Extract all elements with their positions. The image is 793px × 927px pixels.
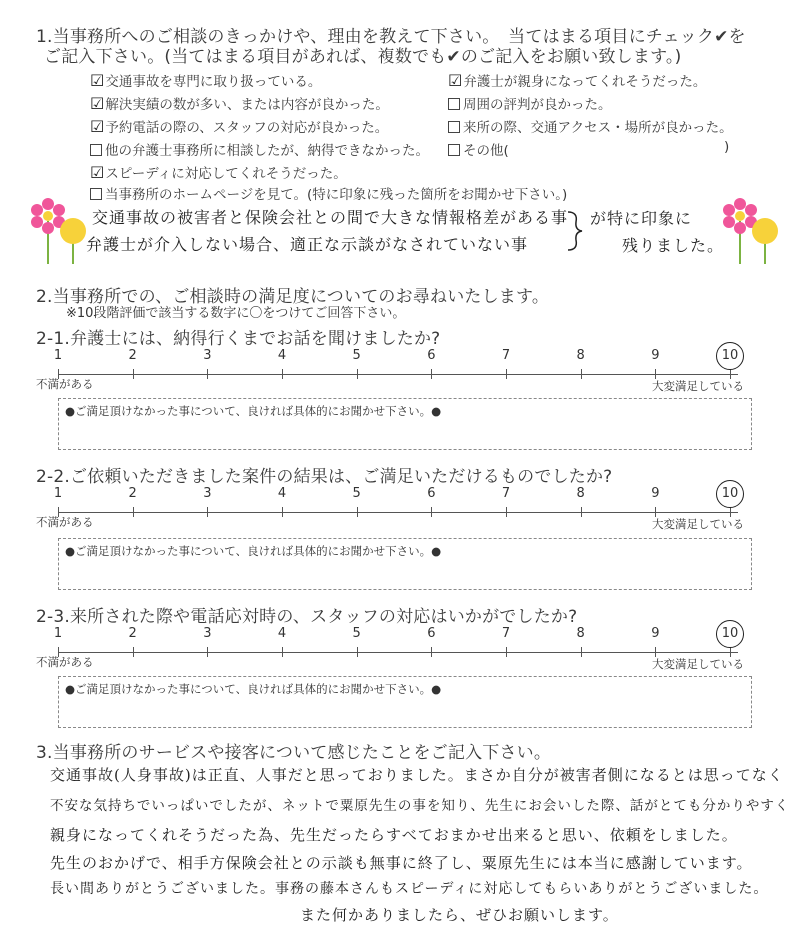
scale-number-3[interactable]: 3 (203, 486, 212, 501)
section1-question-line2: ご記入下さい。(当てはまる項目があれば、複数でも✔のご記入をお願い致します。) (44, 47, 682, 67)
scale-number-7[interactable]: 7 (501, 626, 511, 641)
check-mark-icon: ☑ (90, 71, 105, 90)
scale-number-6[interactable]: 6 (427, 626, 436, 641)
handwritten-line2: 弁護士が介入しない場合、適正な示談がなされていない事 (86, 235, 529, 254)
low-label: 不満がある (36, 515, 94, 529)
scale-number-10[interactable]: 10 (721, 626, 739, 641)
scale-number-8[interactable]: 8 (576, 486, 585, 501)
scale-tick (207, 647, 208, 657)
scale-tick (431, 369, 432, 379)
scale-tick (506, 369, 507, 379)
scale-number-1[interactable]: 1 (53, 626, 63, 641)
scale-tick (282, 369, 283, 379)
scale-number-5[interactable]: 5 (352, 626, 361, 641)
flower-icon (748, 216, 782, 266)
scale-tick (207, 369, 208, 379)
scale-number-7[interactable]: 7 (501, 486, 511, 501)
option-sincere-lawyer[interactable]: ☑弁護士が親身になってくれそうだった。 (448, 71, 707, 90)
checkbox-empty-icon (448, 121, 460, 133)
section3-title: 3.当事務所のサービスや接客について感じたことをご記入下さい。 (36, 743, 552, 763)
feedback-line-4: 先生のおかげで、相手方保険会社との示談も無事に終了し、粟原先生には本当に感謝しています。 (50, 854, 753, 872)
option-track-record[interactable]: ☑解決実績の数が多い、または内容が良かった。 (90, 94, 389, 113)
section2-subtitle: ※10段階評価で該当する数字に〇をつけてご回答下さい。 (66, 306, 406, 321)
scale-number-3[interactable]: 3 (203, 626, 212, 641)
scale-tick (133, 507, 134, 517)
scale-number-3[interactable]: 3 (203, 348, 212, 363)
option-access[interactable]: 来所の際、交通アクセス・場所が良かった。 (448, 116, 733, 136)
scale-number-1[interactable]: 1 (53, 348, 63, 363)
scale-tick (506, 507, 507, 517)
scale-number-2[interactable]: 2 (128, 486, 137, 501)
scale-number-1[interactable]: 1 (53, 486, 63, 501)
feedback-line-6: また何かありましたら、ぜひお願いします。 (300, 906, 619, 924)
scale-number-9[interactable]: 9 (651, 486, 660, 501)
scale-tick (357, 647, 358, 657)
checkbox-empty-icon (448, 144, 460, 156)
high-label: 大変満足している (652, 379, 744, 393)
question-2-2-title: 2-2.ご依頼いただきました案件の結果は、ご満足いただけるものでしたか? (36, 467, 613, 487)
scale-number-10[interactable]: 10 (721, 348, 739, 363)
check-mark-icon: ☑ (448, 71, 463, 90)
scale-tick (506, 647, 507, 657)
scale-number-5[interactable]: 5 (352, 486, 361, 501)
feedback-line-2: 不安な気持ちでいっぱいでしたが、ネットで粟原先生の事を知り、先生にお会いした際、話がとても分かりやすく (50, 798, 790, 814)
feedback-line-1: 交通事故(人身事故)は正直、人事だと思っておりました。まさか自分が被害者側になるとは思ってなく (50, 766, 784, 784)
check-mark-icon: ☑ (90, 163, 105, 182)
option-speedy[interactable]: ☑スピーディに対応してくれそうだった。 (90, 163, 347, 182)
brace-icon (566, 210, 584, 252)
scale-tick (581, 647, 582, 657)
scale-number-8[interactable]: 8 (576, 626, 585, 641)
handwritten-note1: が特に印象に (590, 209, 693, 228)
scale-number-6[interactable]: 6 (427, 486, 436, 501)
high-label: 大変満足している (652, 517, 744, 531)
option-other[interactable]: その他( (448, 139, 509, 159)
comment-box-2-1[interactable] (58, 398, 752, 450)
scale-number-2[interactable]: 2 (128, 626, 137, 641)
feedback-line-3: 親身になってくれそうだった為、先生だったらすべておまかせ出来ると思い、依頼をしました。 (50, 826, 738, 844)
scale-tick (282, 507, 283, 517)
option-homepage[interactable]: 当事務所のホームページを見て。(特に印象に残った箇所をお聞かせ下さい。) (90, 183, 567, 203)
check-mark-icon: ☑ (90, 117, 105, 136)
question-2-3-title: 2-3.来所された際や電話応対時の、スタッフの対応はいかがでしたか? (36, 607, 578, 627)
flower-icon (56, 216, 90, 266)
scale-tick (133, 369, 134, 379)
checkbox-empty-icon (90, 144, 102, 156)
section1-question-line1: 1.当事務所へのご相談のきっかけや、理由を教えて下さい。 当てはまる項目にチェック✔を (36, 27, 746, 47)
scale-tick (431, 507, 432, 517)
comment-prompt: ●ご満足頂けなかった事について、良ければ具体的にお聞かせ下さい。● (65, 544, 442, 558)
comment-box-2-2[interactable] (58, 538, 752, 590)
scale-tick (133, 647, 134, 657)
scale-number-2[interactable]: 2 (128, 348, 137, 363)
scale-number-4[interactable]: 4 (277, 626, 287, 641)
comment-prompt: ●ご満足頂けなかった事について、良ければ具体的にお聞かせ下さい。● (65, 404, 442, 418)
selected-rating-circle-icon (716, 342, 744, 370)
option-reputation[interactable]: 周囲の評判が良かった。 (448, 93, 612, 113)
feedback-line-5: 長い間ありがとうございました。事務の藤本さんもスピーディに対応してもらいありがとうございました。 (50, 881, 769, 897)
scale-number-10[interactable]: 10 (721, 486, 739, 501)
scale-tick (431, 647, 432, 657)
option-traffic-specialist[interactable]: ☑交通事故を専門に取り扱っている。 (90, 71, 322, 90)
scale-number-4[interactable]: 4 (277, 486, 287, 501)
handwritten-note2: 残りました。 (622, 236, 725, 255)
scale-number-4[interactable]: 4 (277, 348, 287, 363)
scale-tick (282, 647, 283, 657)
scale-tick (581, 507, 582, 517)
checkbox-empty-icon (448, 98, 460, 110)
scale-tick (207, 507, 208, 517)
low-label: 不満がある (36, 377, 94, 391)
scale-number-9[interactable]: 9 (651, 348, 660, 363)
handwritten-line1: 交通事故の被害者と保険会社との間で大きな情報格差がある事 (92, 208, 569, 227)
section2-title: 2.当事務所での、ご相談時の満足度についてのお尋ねいたします。 (36, 287, 550, 307)
scale-number-6[interactable]: 6 (427, 348, 436, 363)
option-other-firm[interactable]: 他の弁護士事務所に相談したが、納得できなかった。 (90, 139, 429, 159)
check-mark-icon: ☑ (90, 94, 105, 113)
scale-number-5[interactable]: 5 (352, 348, 361, 363)
scale-tick (357, 369, 358, 379)
selected-rating-circle-icon (716, 480, 744, 508)
scale-number-9[interactable]: 9 (651, 626, 660, 641)
low-label: 不満がある (36, 655, 94, 669)
scale-tick (357, 507, 358, 517)
comment-prompt: ●ご満足頂けなかった事について、良ければ具体的にお聞かせ下さい。● (65, 682, 442, 696)
checkbox-empty-icon (90, 188, 102, 200)
scale-number-7[interactable]: 7 (501, 348, 511, 363)
option-staff-phone[interactable]: ☑予約電話の際の、スタッフの対応が良かった。 (90, 117, 389, 136)
selected-rating-circle-icon (716, 620, 744, 648)
scale-tick (581, 369, 582, 379)
high-label: 大変満足している (652, 657, 744, 671)
scale-number-8[interactable]: 8 (576, 348, 585, 363)
question-2-1-title: 2-1.弁護士には、納得行くまでお話を聞けましたか? (36, 329, 441, 349)
option-other-close: ) (724, 139, 730, 155)
comment-box-2-3[interactable] (58, 676, 752, 728)
